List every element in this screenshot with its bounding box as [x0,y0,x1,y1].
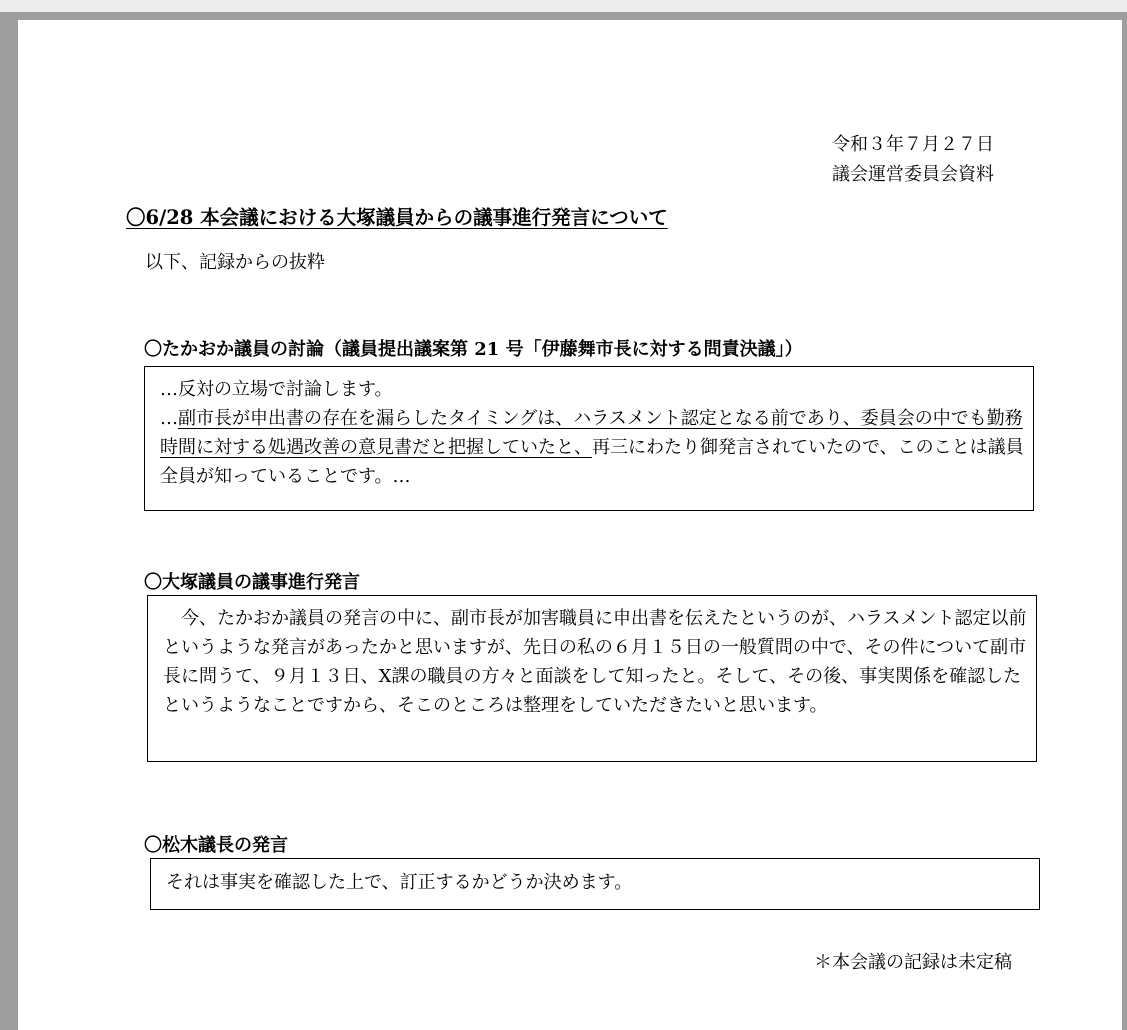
quote-prefix: … [160,408,178,429]
quote-box-otsuka [147,595,1037,762]
document-page [18,20,1122,1030]
quote-line: …反対の立場で討論します。 [160,379,393,400]
section-heading-matsuki: 〇松木議長の発言 [144,835,288,856]
footnote: ＊本会議の記録は未定稿 [814,952,1012,973]
intro-text: 以下、記録からの抜粋 [145,252,325,273]
viewer-top-bar [0,0,1127,12]
underlined-quote: 副市長が申出書の存在を漏らしたタイミングは、ハラスメント認定となる前であり、委員会の中でも勤務時間に対する処遇改善の意見書だと把握していたと、 [160,408,1023,458]
section-heading-otsuka: 〇大塚議員の議事進行発言 [144,572,360,593]
quote-paragraph: 今、たかおか議員の発言の中に、副市長が加害職員に申出書を伝えたというのが、ハラスメント認定以前というような発言があったかと思いますが、先日の私の６月１５日の一般質問の中で、その件について副市長に問うて、９月１３日、X課の職員の方々と面談をして知ったと。そして、その後、事実関係を確認したというようなことですから、そこのところは整理をしていただきたいと思います。 [163,608,1027,716]
document-header [832,130,994,190]
quote-paragraph: それは事実を確認した上で、訂正するかどうか決めます。 [166,872,633,893]
quote-rest: 再三にわたり御発言されていたので、このことは議員全員が知っていることです。… [160,437,1024,487]
section-heading-takaoka: 〇たかおか議員の討論（議員提出議案第 21 号「伊藤舞市長に対する問責決議」） [144,339,803,360]
document-department: 議会運営委員会資料 [832,164,994,185]
quote-box-takaoka [144,366,1034,511]
quote-box-matsuki [150,858,1040,910]
document-date: 令和３年７月２７日 [832,134,994,155]
document-title: 〇6/28 本会議における大塚議員からの議事進行発言について [126,206,668,229]
quote-paragraph [160,404,1025,491]
